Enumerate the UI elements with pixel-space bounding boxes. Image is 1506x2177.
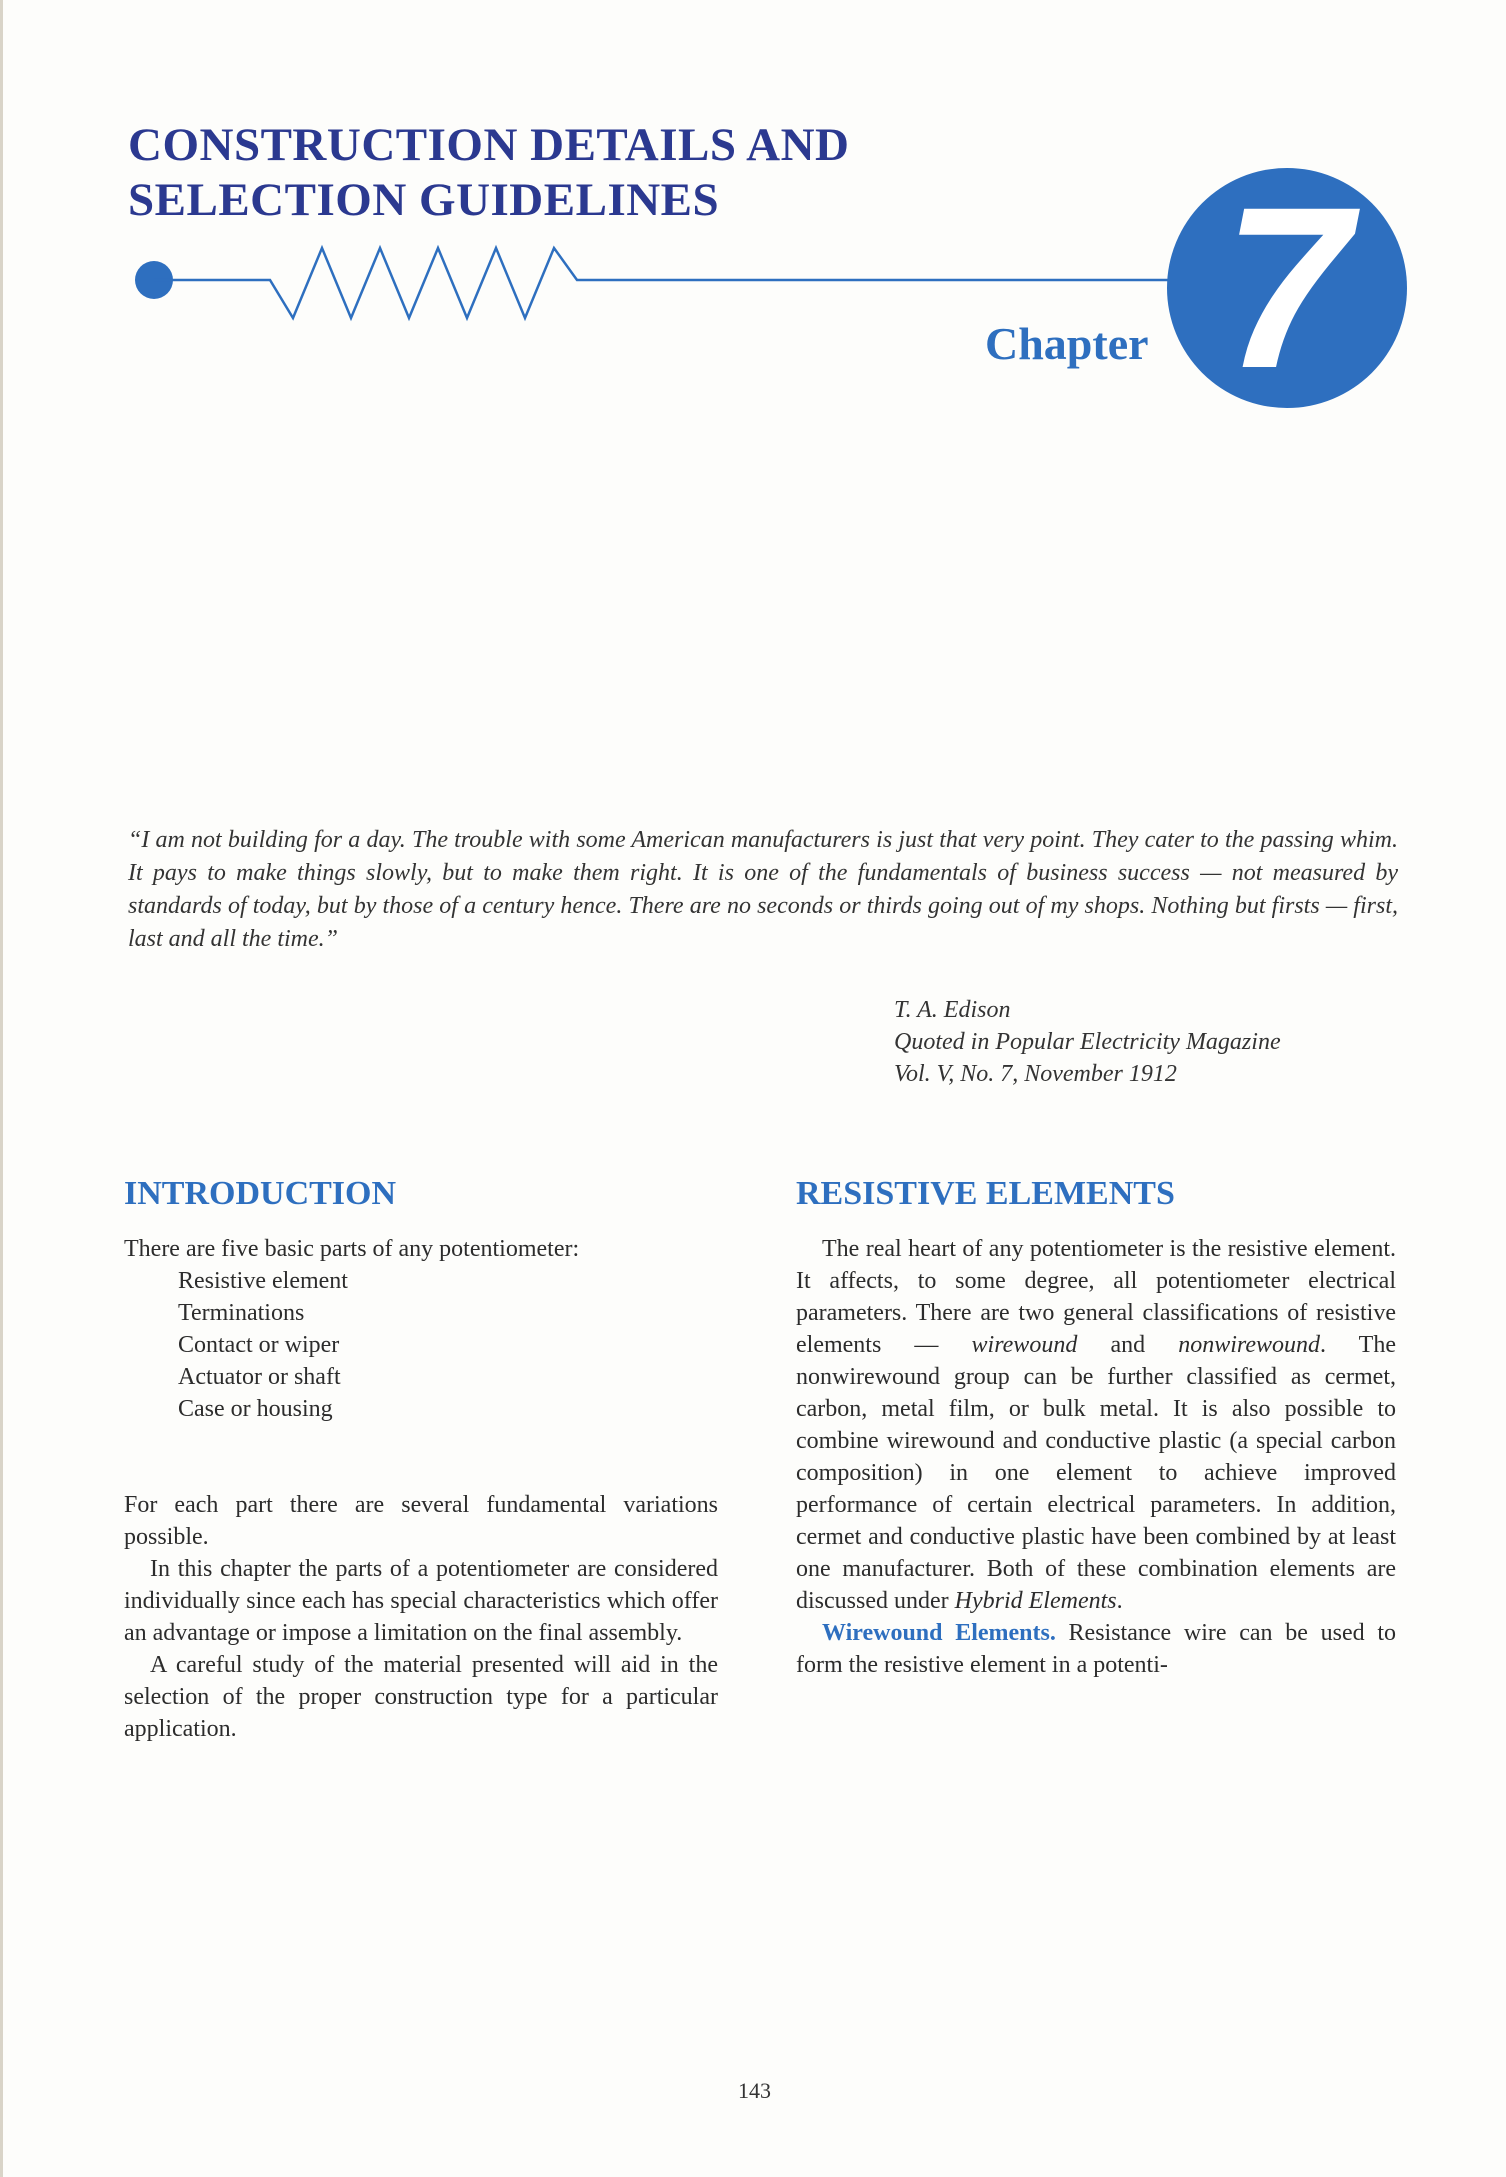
parts-list-item: Terminations bbox=[178, 1300, 305, 1326]
resistive-elements-heading: RESISTIVE ELEMENTS bbox=[796, 1175, 1175, 1212]
text-run: . bbox=[1116, 1588, 1123, 1614]
resistive-elements-paragraph-1 bbox=[796, 1233, 1396, 1617]
introduction-lead: There are five basic parts of any potentiometer: bbox=[124, 1236, 580, 1262]
epigraph-source-line-1: Quoted in Popular Electricity Magazine bbox=[894, 1029, 1281, 1055]
resistive-elements-column bbox=[796, 1233, 1396, 1681]
wirewound-elements-runin-heading: Wirewound Elements. bbox=[822, 1620, 1056, 1646]
epigraph-source-line-2: Vol. V, No. 7, November 1912 bbox=[894, 1061, 1177, 1087]
introduction-heading: INTRODUCTION bbox=[124, 1175, 397, 1212]
parts-list-item: Case or housing bbox=[178, 1396, 333, 1422]
parts-list-item: Actuator or shaft bbox=[178, 1364, 341, 1390]
parts-list-item: Contact or wiper bbox=[178, 1332, 340, 1358]
chapter-title-line-1: CONSTRUCTION DETAILS AND bbox=[128, 119, 850, 171]
chapter-label: Chapter bbox=[985, 318, 1149, 369]
text-run: and bbox=[1077, 1332, 1179, 1358]
text-run: Resistance wire can be used to form the resistive element in a potenti- bbox=[796, 1620, 1396, 1678]
parts-list-item: Resistive element bbox=[178, 1268, 348, 1294]
introduction-paragraph-2: In this chapter the parts of a potentiometer are considered individually since each has special characteristics which offer an advantage or impose a limitation on the final assembly. bbox=[124, 1556, 718, 1646]
epigraph-attribution bbox=[894, 994, 1394, 1090]
page-number: 143 bbox=[738, 2078, 771, 2103]
text-run: The real heart of any potentiometer is the resistive element. It affects, to some degree, all potentiometer electrical parameters. There are two general classifications of resistive elements — bbox=[796, 1236, 1396, 1358]
chapter-number-badge: 7 bbox=[1167, 168, 1407, 408]
introduction-column bbox=[124, 1233, 718, 1745]
term-wirewound: wirewound bbox=[971, 1332, 1078, 1358]
chapter-title-line-2: SELECTION GUIDELINES bbox=[128, 174, 720, 226]
introduction-paragraph-3: A careful study of the material presented will aid in the selection of the proper construction type for a particular application. bbox=[124, 1652, 718, 1742]
term-nonwirewound: nonwirewound bbox=[1178, 1332, 1320, 1358]
term-hybrid-elements: Hybrid Elements bbox=[954, 1588, 1117, 1614]
epigraph-quote: “I am not building for a day. The trouble with some American manufacturers is just that very point. They cater to the passing whim. It pays to make things slowly, but to make them right. It is one of the fundamentals of business success — not measured by standards of today, but by those of a century hence. There are no seconds or thirds going out of my shops. Nothing but firsts — first, last and all the time.” bbox=[128, 827, 1398, 952]
resistive-elements-paragraph-2 bbox=[796, 1617, 1396, 1681]
introduction-paragraph-1: For each part there are several fundamental variations possible. bbox=[124, 1492, 718, 1550]
epigraph-author: T. A. Edison bbox=[894, 997, 1011, 1023]
text-run: . The nonwirewound group can be further classified as cermet, carbon, metal film, or bulk metal. It is also possible to combine wirewound and conductive plastic (a special carbon composition) in one element to achieve improved performance of certain electrical parameters. In addition, cermet and conductive plastic have been combined by at least one manufacturer. Both of these combination elements are discussed under bbox=[796, 1332, 1396, 1614]
resistor-zigzag-icon bbox=[154, 248, 1200, 318]
parts-list bbox=[124, 1265, 718, 1425]
